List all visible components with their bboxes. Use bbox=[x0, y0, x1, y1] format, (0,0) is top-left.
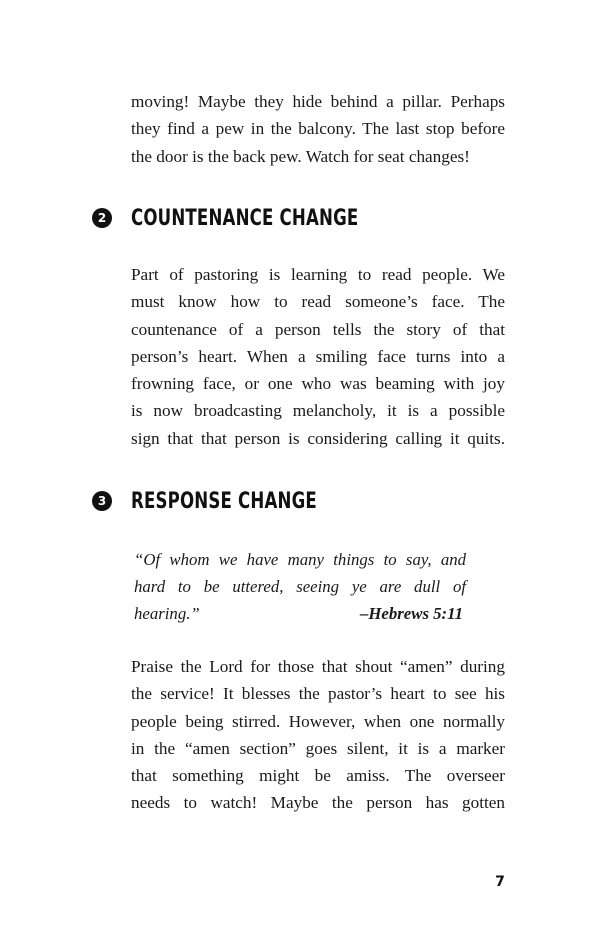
text-line: must know how to read someone’s face. The bbox=[131, 292, 505, 312]
page-number: 7 bbox=[495, 874, 505, 890]
section-title: COUNTENANCE CHANGE bbox=[131, 205, 359, 231]
response-paragraph bbox=[131, 653, 505, 817]
text-line: that something might be amiss. The overseer bbox=[131, 766, 505, 786]
text-line: sign that that person is considering calling it quits. bbox=[131, 428, 505, 448]
scripture-citation: –Hebrews 5:11 bbox=[359, 604, 463, 623]
text-line: in the “amen section” goes silent, it is a marker bbox=[131, 738, 505, 758]
section-title: RESPONSE CHANGE bbox=[131, 488, 317, 514]
text-line: people being stirred. However, when one normally bbox=[131, 711, 505, 731]
countenance-paragraph bbox=[131, 261, 505, 452]
text-line: they find a pew in the balcony. The last stop before bbox=[131, 119, 505, 139]
section-heading-response-change bbox=[92, 486, 352, 516]
text-line: countenance of a person tells the story of that bbox=[131, 319, 505, 339]
quote-line: “Of whom we have many things to say, and bbox=[134, 550, 466, 569]
scripture-quote bbox=[134, 546, 466, 627]
section-number-badge: 2 bbox=[92, 208, 112, 228]
text-line: Part of pastoring is learning to read people. We bbox=[131, 265, 505, 284]
text-line: the door is the back pew. Watch for seat changes! bbox=[131, 146, 470, 166]
quote-line: hard to be uttered, seeing ye are dull of hearing.” bbox=[134, 577, 466, 623]
text-line: person’s heart. When a smiling face turns into a bbox=[131, 346, 505, 366]
text-line: moving! Maybe they hide behind a pillar. Perhaps bbox=[131, 92, 505, 111]
text-line: the service! It blesses the pastor’s heart to see his bbox=[131, 684, 505, 704]
text-line: needs to watch! Maybe the person has gotten bbox=[131, 793, 505, 813]
text-line: is now broadcasting melancholy, it is a possible bbox=[131, 401, 505, 421]
intro-paragraph bbox=[131, 88, 505, 170]
text-line: frowning face, or one who was beaming with joy bbox=[131, 374, 505, 394]
section-heading-countenance-change bbox=[92, 203, 402, 233]
text-line: Praise the Lord for those that shout “amen” during bbox=[131, 657, 505, 676]
section-number-badge: 3 bbox=[92, 491, 112, 511]
